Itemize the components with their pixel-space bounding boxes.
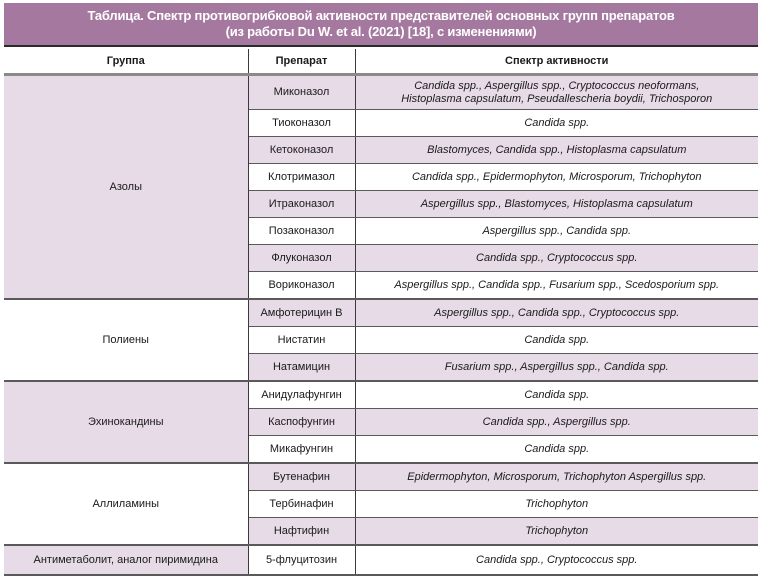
spectrum-cell: Candida spp., Cryptococcus spp.	[355, 545, 758, 575]
header-row	[4, 49, 758, 75]
group-cell-polyenes: Полиены	[4, 299, 248, 381]
spectrum-cell: Blastomyces, Candida spp., Histoplasma capsulatum	[355, 137, 758, 164]
drug-cell: Кетоконазол	[248, 137, 355, 164]
drug-cell: Вориконазол	[248, 272, 355, 300]
spectrum-cell: Candida spp., Aspergillus spp.	[355, 409, 758, 436]
drug-cell: Миконазол	[248, 75, 355, 110]
drug-cell: Нафтифин	[248, 518, 355, 546]
table-row	[4, 381, 758, 409]
spectrum-cell: Candida spp.	[355, 110, 758, 137]
spectrum-cell: Aspergillus spp., Candida spp., Fusarium spp., Scedosporium spp.	[355, 272, 758, 300]
spectrum-cell: Fusarium spp., Aspergillus spp., Candida spp.	[355, 354, 758, 382]
spectrum-cell: Candida spp.	[355, 381, 758, 409]
drug-cell: 5-флуцитозин	[248, 545, 355, 575]
spectrum-line-1: Candida spp., Aspergillus spp., Cryptococcus neoformans,	[414, 79, 700, 92]
drug-cell: Позаконазол	[248, 218, 355, 245]
spectrum-cell: Aspergillus spp., Blastomyces, Histoplasma capsulatum	[355, 191, 758, 218]
drug-cell: Нистатин	[248, 327, 355, 354]
antifungal-spectrum-table	[4, 49, 758, 576]
spectrum-cell: Aspergillus spp., Candida spp.	[355, 218, 758, 245]
table-row	[4, 299, 758, 327]
spectrum-cell: Epidermophyton, Microsporum, Trichophyton Aspergillus spp.	[355, 463, 758, 491]
drug-cell: Каспофунгин	[248, 409, 355, 436]
drug-cell: Бутенафин	[248, 463, 355, 491]
table-row	[4, 545, 758, 575]
spectrum-line-2: Histoplasma capsulatum, Pseudallescheria boydii, Trichosporon	[401, 92, 713, 105]
drug-cell: Итраконазол	[248, 191, 355, 218]
group-cell-allylamines: Аллиламины	[4, 463, 248, 545]
caption-line-1: Таблица. Спектр противогрибковой активности представителей основных групп препаратов	[87, 8, 675, 23]
drug-cell: Тербинафин	[248, 491, 355, 518]
drug-cell: Анидулафунгин	[248, 381, 355, 409]
drug-cell: Клотримазол	[248, 164, 355, 191]
drug-cell: Натамицин	[248, 354, 355, 382]
spectrum-cell	[355, 75, 758, 110]
table-row	[4, 75, 758, 110]
drug-cell: Микафунгин	[248, 436, 355, 464]
header-spectrum: Спектр активности	[355, 49, 758, 75]
table-caption	[4, 3, 758, 47]
spectrum-cell: Aspergillus spp., Candida spp., Cryptococcus spp.	[355, 299, 758, 327]
drug-cell: Амфотерицин В	[248, 299, 355, 327]
group-cell-echinocandins: Эхинокандины	[4, 381, 248, 463]
caption-line-2: (из работы Du W. et al. (2021) [18], с изменениями)	[225, 24, 537, 39]
group-cell-azoles: Азолы	[4, 75, 248, 300]
spectrum-cell: Trichophyton	[355, 491, 758, 518]
spectrum-cell: Candida spp., Epidermophyton, Microsporum, Trichophyton	[355, 164, 758, 191]
drug-cell: Флуконазол	[248, 245, 355, 272]
group-cell-antimetabolite: Антиметаболит, аналог пиримидина	[4, 545, 248, 575]
spectrum-cell: Candida spp.	[355, 436, 758, 464]
table-row	[4, 463, 758, 491]
spectrum-cell: Trichophyton	[355, 518, 758, 546]
spectrum-cell: Candida spp., Cryptococcus spp.	[355, 245, 758, 272]
drug-cell: Тиоконазол	[248, 110, 355, 137]
spectrum-cell: Candida spp.	[355, 327, 758, 354]
header-drug: Препарат	[248, 49, 355, 75]
header-group: Группа	[4, 49, 248, 75]
